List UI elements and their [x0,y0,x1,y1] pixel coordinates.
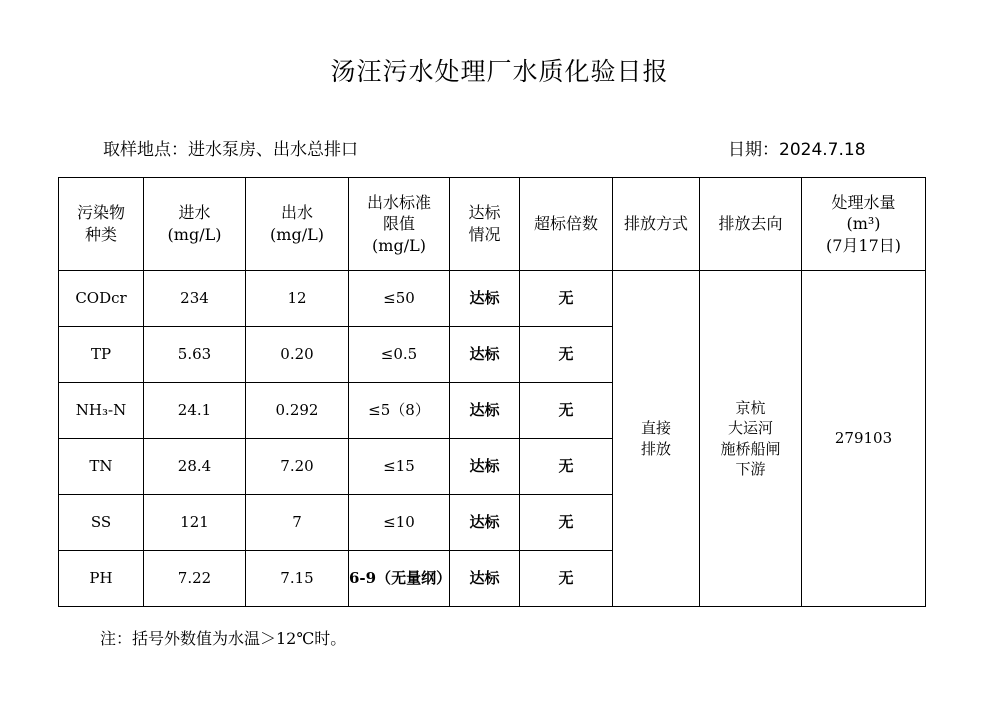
table-header-row [59,178,926,271]
header-discharge-method: 排放方式 [613,178,700,271]
header-standard: 出水标准 限值 (mg/L) [349,178,450,271]
treatment-volume-cell: 279103 [802,271,926,607]
exceed-cell: 无 [520,383,613,439]
inflow-cell: 7.22 [144,551,246,607]
header-treatment-volume: 处理水量 (m³) (7月17日) [802,178,926,271]
water-quality-table [58,177,926,607]
outflow-cell: 12 [246,271,349,327]
footnote: 注：括号外数值为水温＞12℃时。 [100,629,347,648]
header-discharge-destination: 排放去向 [700,178,802,271]
pollutant-cell: NH₃-N [59,383,144,439]
standard-cell: ≤5（8） [349,383,450,439]
standard-cell: ≤50 [349,271,450,327]
inflow-cell: 28.4 [144,439,246,495]
header-outflow: 出水 (mg/L) [246,178,349,271]
compliance-cell: 达标 [450,327,520,383]
exceed-cell: 无 [520,327,613,383]
standard-cell: 6-9（无量纲） [349,551,450,607]
table-row [59,271,926,327]
header-pollutant: 污染物 种类 [59,178,144,271]
compliance-cell: 达标 [450,439,520,495]
pollutant-cell: SS [59,495,144,551]
outflow-cell: 0.292 [246,383,349,439]
inflow-cell: 234 [144,271,246,327]
compliance-cell: 达标 [450,495,520,551]
exceed-cell: 无 [520,439,613,495]
discharge-destination-cell: 京杭 大运河 施桥船闸 下游 [700,271,802,607]
outflow-cell: 7.15 [246,551,349,607]
sampling-location: 取样地点：进水泵房、出水总排口 [103,140,358,160]
report-title: 汤汪污水处理厂水质化验日报 [330,57,669,86]
exceed-cell: 无 [520,271,613,327]
discharge-method-cell: 直接 排放 [613,271,700,607]
compliance-cell: 达标 [450,383,520,439]
outflow-cell: 7 [246,495,349,551]
pollutant-cell: CODcr [59,271,144,327]
compliance-cell: 达标 [450,271,520,327]
header-inflow: 进水 (mg/L) [144,178,246,271]
outflow-cell: 7.20 [246,439,349,495]
inflow-cell: 121 [144,495,246,551]
header-exceed-times: 超标倍数 [520,178,613,271]
inflow-cell: 5.63 [144,327,246,383]
outflow-cell: 0.20 [246,327,349,383]
pollutant-cell: PH [59,551,144,607]
report-date: 日期：2024.7.18 [728,140,866,160]
exceed-cell: 无 [520,495,613,551]
standard-cell: ≤10 [349,495,450,551]
pollutant-cell: TP [59,327,144,383]
pollutant-cell: TN [59,439,144,495]
standard-cell: ≤0.5 [349,327,450,383]
standard-cell: ≤15 [349,439,450,495]
header-compliance: 达标 情况 [450,178,520,271]
exceed-cell: 无 [520,551,613,607]
compliance-cell: 达标 [450,551,520,607]
inflow-cell: 24.1 [144,383,246,439]
